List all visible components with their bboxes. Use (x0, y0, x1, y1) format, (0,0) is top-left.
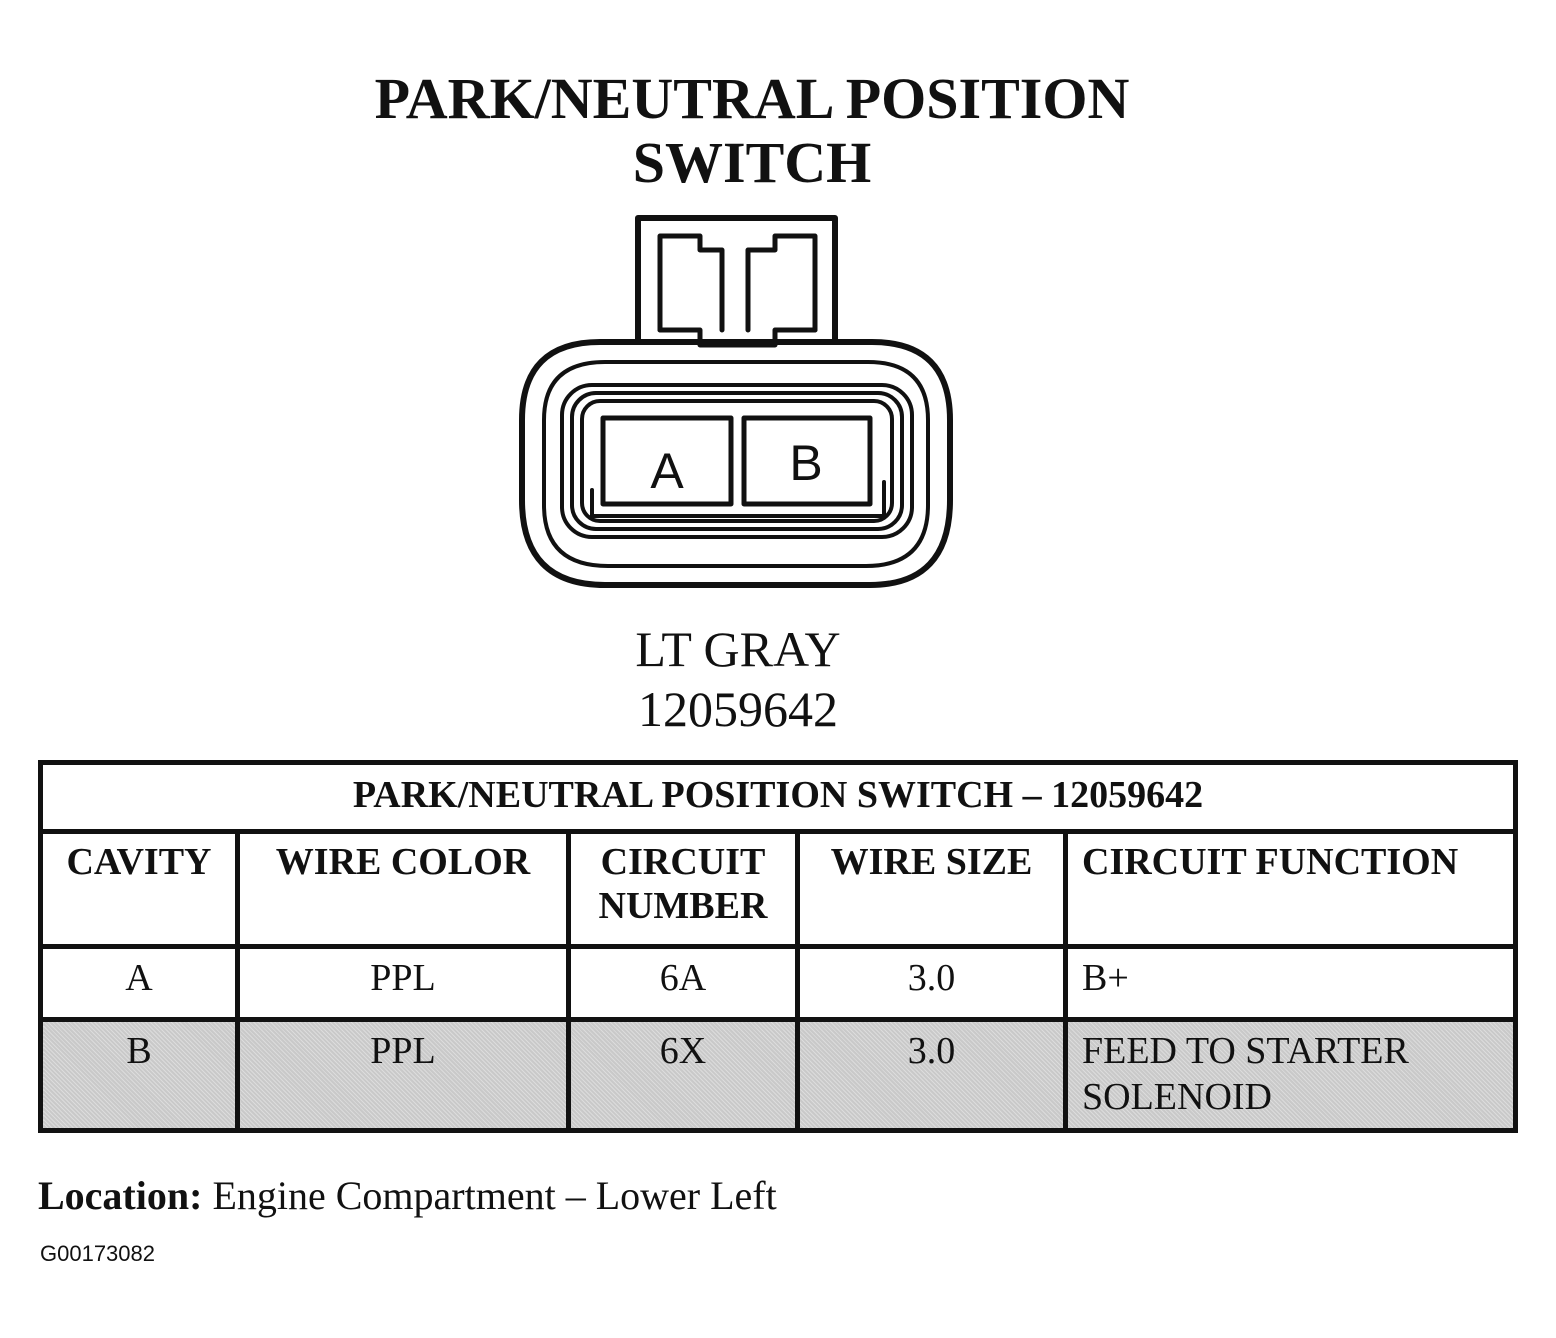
header-circuit-number: CIRCUIT NUMBER (569, 832, 798, 947)
diagram-title-line-1: PARK/NEUTRAL POSITION (374, 66, 1130, 131)
location-note (38, 1172, 777, 1220)
cell-circuit-function: FEED TO STARTER SOLENOID (1066, 1020, 1516, 1131)
connector-latch-inner (660, 236, 815, 330)
connector-face-drawing (515, 210, 955, 590)
diagram-title-line-2: SWITCH (632, 130, 872, 195)
cell-wire-size: 3.0 (798, 947, 1066, 1020)
cell-wire-size: 3.0 (798, 1020, 1066, 1131)
cavity-b-label: B (789, 435, 823, 491)
connector-body-outer (522, 342, 950, 585)
cell-wire-color: PPL (238, 947, 569, 1020)
header-circuit-function: CIRCUIT FUNCTION (1066, 832, 1516, 947)
location-label: Location: (38, 1173, 203, 1218)
connector-color: LT GRAY (635, 621, 841, 677)
location-value: Engine Compartment – Lower Left (212, 1173, 777, 1218)
cell-cavity: B (41, 1020, 238, 1131)
table-row (41, 947, 1516, 1020)
table-header-row (41, 832, 1516, 947)
table-caption: PARK/NEUTRAL POSITION SWITCH – 12059642 (41, 763, 1516, 832)
cell-circuit-function: B+ (1066, 947, 1516, 1020)
header-wire-color: WIRE COLOR (238, 832, 569, 947)
cell-circuit-number: 6X (569, 1020, 798, 1131)
header-cavity: CAVITY (41, 832, 238, 947)
cell-wire-color: PPL (238, 1020, 569, 1131)
figure-id: G00173082 (40, 1241, 155, 1266)
cavity-housing-ring-2 (572, 393, 902, 529)
cell-cavity: A (41, 947, 238, 1020)
table-caption-row (41, 763, 1516, 832)
pinout-table (38, 760, 1518, 1133)
header-wire-size: WIRE SIZE (798, 832, 1066, 947)
cavity-a-label: A (650, 443, 684, 499)
cell-circuit-number: 6A (569, 947, 798, 1020)
table-row (41, 1020, 1516, 1131)
connector-part-number: 12059642 (638, 681, 838, 737)
